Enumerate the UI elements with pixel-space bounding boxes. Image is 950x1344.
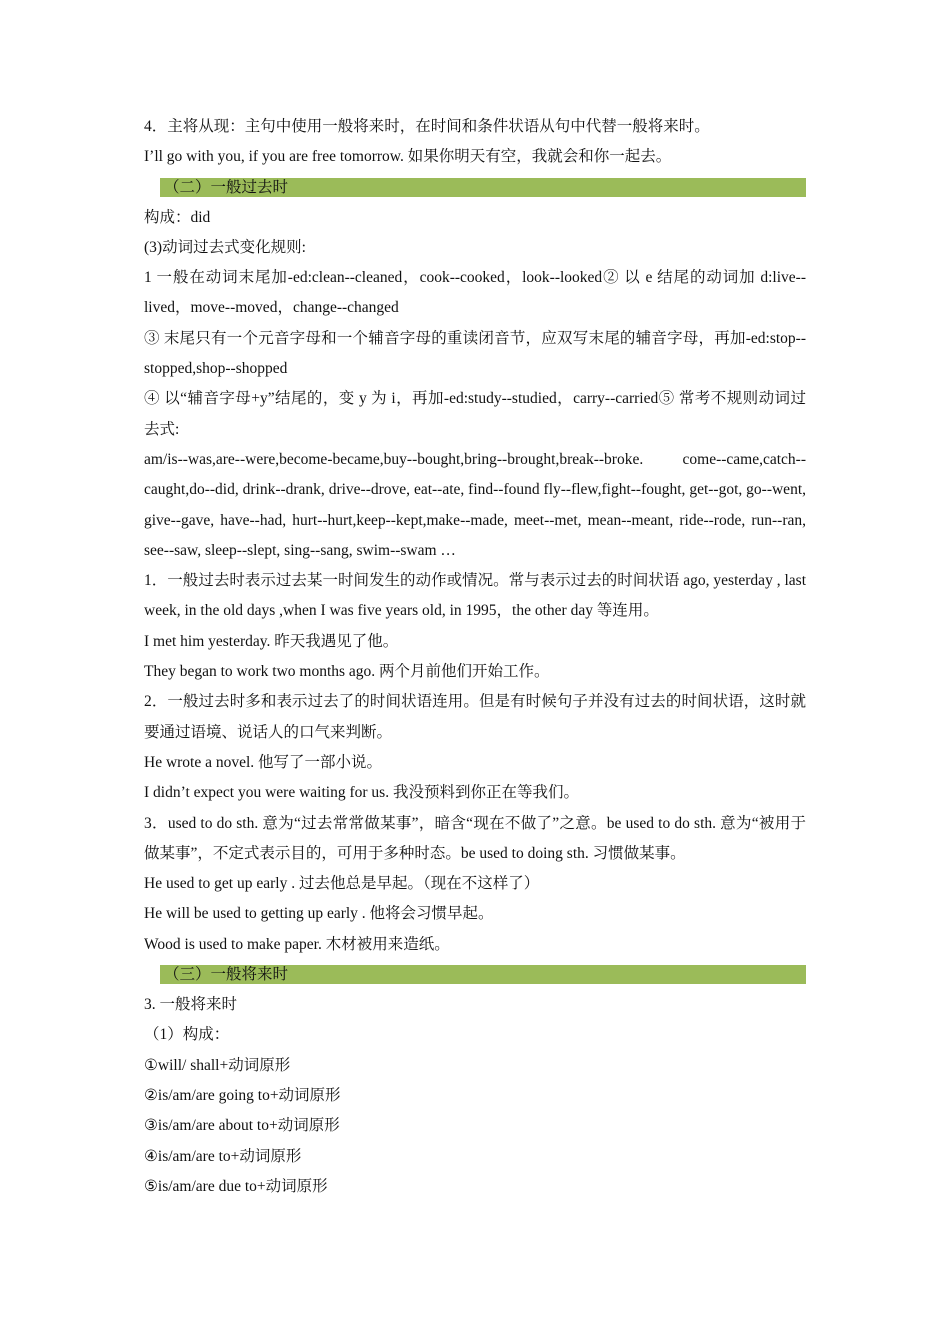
future-form-item: ⑤is/am/are due to+动词原形 (144, 1177, 328, 1195)
example-go-with-you: I’ll go with you, if you are free tomorrow. 如果你明天有空，我就会和你一起去。 (144, 148, 672, 166)
past-usage-3: 3．used to do sth. 意为“过去常常做某事”，暗含“现在不做了”之意。be used to do sth. 意为“被用于做某事”，不定式表示目的，可用于多种时态。be used to doing sth. 习惯做某事。 (144, 814, 806, 862)
section-heading-past-tense: （二）一般过去时 (160, 178, 806, 197)
past-composition: 构成：did (144, 208, 211, 226)
future-title: 3. 一般将来时 (144, 996, 238, 1014)
future-form-item: ④is/am/are to+动词原形 (144, 1147, 302, 1165)
future-form-item: ②is/am/are going to+动词原形 (144, 1086, 341, 1104)
rule-main-future-sub-present: 4．主将从现：主句中使用一般将来时，在时间和条件状语从句中代替一般将来时。 (144, 118, 710, 135)
past-example-3b: He will be used to getting up early . 他将会习惯早起。 (144, 905, 494, 923)
past-rules-title: (3)动词过去式变化规则: (144, 238, 306, 256)
past-example-2a: He wrote a novel. 他写了一部小说。 (144, 753, 383, 771)
past-irregular-verbs: am/is--was,are--were,become-became,buy--bought,bring--brought,break--broke. come--came,catch--caught,do--did, drink--drank, drive--drove, eat--ate, find--found fly--flew,fight--fought, get--got, go--went, give--gave, have--had, hurt--hurt,keep--kept,make--made, meet--met, mean--meant, ride--rode, run--ran, see--saw, sleep--slept, sing--sang, swim--swam … (144, 450, 806, 559)
past-rule-1-2: 1 一般在动词末尾加-ed:clean--cleaned，cook--cooked，look--looked② 以 e 结尾的动词加 d:live--lived，move--moved，change--changed (144, 269, 806, 317)
past-example-3a: He used to get up early . 过去他总是早起。（现在不这样了） (144, 875, 540, 893)
past-example-2b: I didn’t expect you were waiting for us. 我没预料到你正在等我们。 (144, 784, 579, 802)
past-example-1b: They began to work two months ago. 两个月前他们开始工作。 (144, 663, 550, 681)
document-page (144, 112, 806, 1202)
past-usage-2: 2．一般过去时多和表示过去了的时间状语连用。但是有时候句子并没有过去的时间状语，这时就要通过语境、说话人的口气来判断。 (144, 693, 806, 741)
past-example-1a: I met him yesterday. 昨天我遇见了他。 (144, 632, 399, 650)
past-usage-1: 1．一般过去时表示过去某一时间发生的动作或情况。常与表示过去的时间状语 ago, yesterday , last week, in the old days ,when I was five years old, in 1995，the other day 等连用。 (144, 572, 806, 620)
past-example-3c: Wood is used to make paper. 木材被用来造纸。 (144, 935, 450, 953)
future-form-item: ③is/am/are about to+动词原形 (144, 1117, 340, 1135)
past-rule-4-5: ④ 以“辅音字母+y”结尾的，变 y 为 i，再加-ed:study--studied，carry--carried⑤ 常考不规则动词过去式: (144, 390, 806, 438)
past-rule-3: ③ 末尾只有一个元音字母和一个辅音字母的重读闭音节，应双写末尾的辅音字母，再加-ed:stop--stopped,shop--shopped (144, 329, 806, 378)
future-form-item: ①will/ shall+动词原形 (144, 1056, 291, 1074)
future-composition: （1）构成： (144, 1026, 230, 1044)
section-heading-future-tense: （三）一般将来时 (160, 965, 806, 984)
